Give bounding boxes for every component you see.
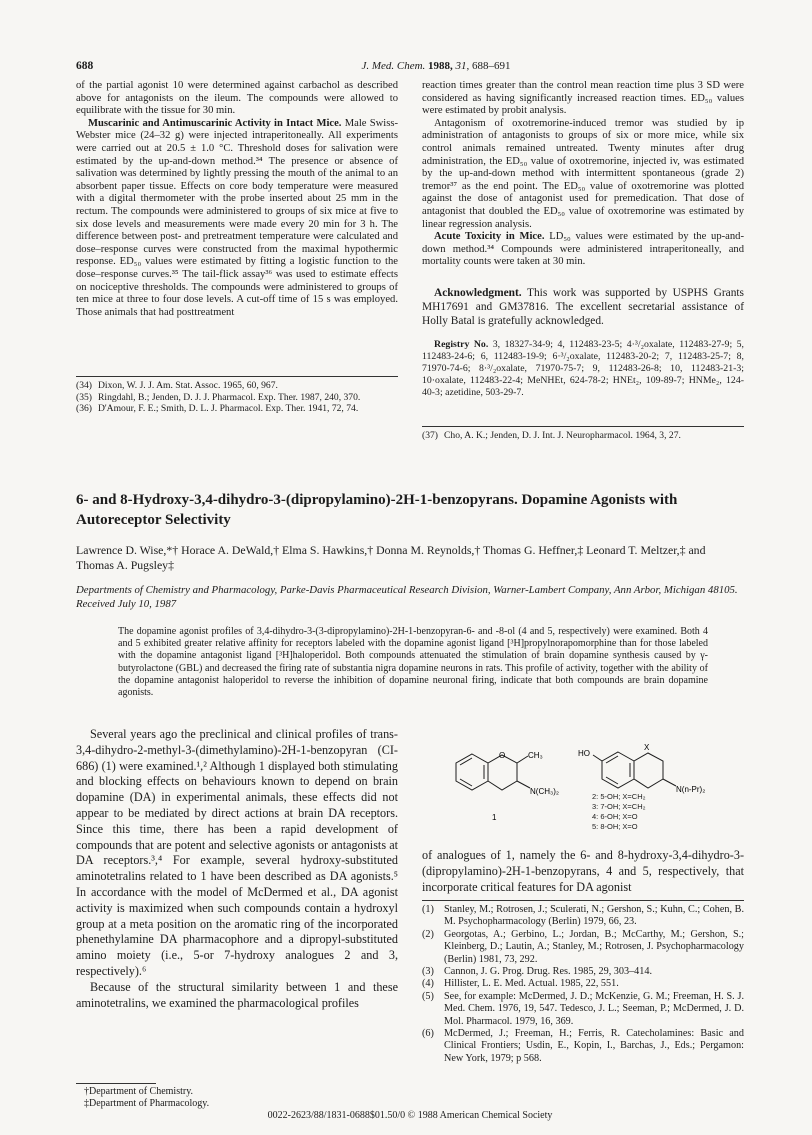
references-divider-bottom: [422, 900, 744, 901]
intro-left-column: [76, 727, 398, 1011]
intro-right-para: of analogues of 1, namely the 6- and 8-hydroxy-3,4-dihydro-3-(dipropylamino)-2H-1-benzopyrans, 4 and 5, respectively, that incorporate critical features for DA agonist: [422, 848, 744, 894]
top-left-column: [76, 80, 398, 319]
acute-toxicity-paragraph: [422, 231, 744, 269]
structure-1-bonds: [456, 754, 530, 790]
acknowledgment-body: This work was supported by USPHS Grants MH17691 and GM37816. The excellent secretarial assistance of Holly Batal is gratefully acknowledged.: [422, 287, 744, 327]
structure-2-bonds: [593, 752, 676, 788]
registry-heading: Registry No.: [434, 339, 489, 350]
structure-2-amine: N(n-Pr)₂: [676, 785, 706, 794]
registry-body: 3, 18327-34-9; 4, 112483-23-5; 4·³/₂oxalate, 112483-27-9; 5, 112483-24-6; 6, 112483-19-9; 6·³/₂oxalate, 112483-20-2; 7, 112483-25-7; 8, 71970-74-6; 8·³/₂oxalate, 71970-75-7; 9, 112483-26-8; 10, 112483-21-3; 10·oxalate, 112483-22-4; MeNHEt, 624-78-2; HNEt₂, 109-89-7; HNMe₂, 124-40-3; azetidine, 503-29-7.: [422, 339, 744, 398]
reference-6: (6) McDermed, J.; Freeman, H.; Ferris, R. Catecholamines: Basic and Clinical Frontiers; Usdin, E., Kopin, I., Barchas, J., Eds.; Pergamon: New York, 1979; p 568.: [422, 1028, 744, 1064]
bottom-references: [422, 904, 744, 1065]
legend-item-3: 3: 7-OH; X=CH₂: [592, 802, 646, 811]
top-right-column: [422, 80, 744, 269]
footnote-divider: [76, 1083, 156, 1084]
acute-toxicity-heading: Acute Toxicity in Mice.: [434, 231, 545, 243]
structure-1-number: 1: [492, 813, 497, 822]
journal-pages: 688–691: [472, 60, 511, 72]
reference-3: (3) Cannon, J. G. Prog. Drug. Res. 1985, 29, 303–414.: [422, 966, 652, 978]
structure-1-amine: N(CH₃)₂: [530, 787, 560, 796]
top-right-para-2: Antagonism of oxotremorine-induced tremor was studied by ip administration of antagonists to groups of six or more mice, while six control animals remained untreated. Twenty minutes after drug administration, the ED₅₀ value of oxotremorine, injected iv, was estimated by the up-and-down method with intermittent spontaneous (grade 2) tremor³⁷ as the end point. The ED₅₀ value of oxotremorine was plotted against the dose of antagonist used for premedication. That dose of antagonist that doubled the ED₅₀ value of oxotremorine was estimated by linear regression analysis.: [422, 117, 744, 230]
muscarinic-paragraph: [76, 118, 398, 320]
registry-numbers: [422, 339, 744, 399]
muscarinic-heading: Muscarinic and Antimuscarinic Activity in Intact Mice.: [88, 117, 342, 129]
reference-37: (37) Cho, A. K.; Jenden, D. J. Int. J. Neuropharmacol. 1964, 3, 27.: [422, 430, 681, 441]
references-divider-left: [76, 376, 398, 377]
references-divider-right: [422, 426, 744, 427]
acknowledgment: [422, 286, 744, 328]
page-number: 688: [76, 60, 94, 72]
structure-1-oxygen: O: [499, 751, 506, 760]
structure-1-methyl: CH₃: [528, 751, 543, 760]
reference-4: (4) Hillister, L. E. Med. Actual. 1985, 22, 551.: [422, 978, 619, 990]
intro-para-1: Several years ago the preclinical and clinical profiles of trans-3,4-dihydro-2-methyl-3-(dimethylamino)-2H-1-benzopyran (CI-686) (1) were examined.¹,² Although 1 displayed both stimulating and blocking effects on behaviours known to depend on brain dopamine (DA) in experimental animals, these effects did not appear to be mediated by direct actions at brain DA receptors. Since this time, there has been a rapid development of compounds that are potent and selective agonists or antagonists at DA receptors.³,⁴ For example, several hydroxy-substituted aminotetralins related to 1 have been described as DA agonists.⁵ In accordance with the model of McDermed et al., DA agonist activity is maximized when such compounds contain a hydroxyl group at a meta position on the aromatic ring of the incorporated phenethylamine DA pharmacophore and a dipropyl-substituted amino moiety (i.e., 5-or 7-hydroxy analogues 2 and 3, respectively).⁶: [76, 727, 398, 978]
reference-5: (5) See, for example: McDermed, J. D.; McKenzie, G. M.; Freeman, H. S. J. Med. Chem. 1976, 19, 547. Tedesco, J. L.; Seeman, P.; McDermed, J. D. Mol. Pharmacol. 1979, 16, 369.: [422, 990, 744, 1027]
reference-34: (34) Dixon, W. J. J. Am. Stat. Assoc. 1965, 60, 967.: [76, 380, 278, 391]
footnote-pharmacology: ‡Department of Pharmacology.: [84, 1098, 210, 1109]
article-authors: Lawrence D. Wise,*† Horace A. DeWald,† Elma S. Hawkins,† Donna M. Reynolds,† Thomas G. Heffner,‡ Leonard T. Meltzer,‡ and Thomas A. Pugsley‡: [76, 543, 706, 572]
top-left-references: [76, 380, 398, 415]
article-title: 6- and 8-Hydroxy-3,4-dihydro-3-(dipropylamino)-2H-1-benzopyrans. Dopamine Agonists with Autoreceptor Selectivity: [76, 492, 678, 528]
journal-year: 1988,: [428, 60, 453, 72]
journal-citation: [316, 60, 556, 72]
journal-name: J. Med. Chem.: [361, 60, 426, 72]
legend-item-5: 5: 8-OH; X=O: [592, 822, 638, 831]
top-right-references: [422, 430, 744, 442]
legend-item-4: 4: 6-OH; X=O: [592, 812, 638, 821]
top-left-para-1: of the partial agonist 10 were determined against carbachol as described above for antagonists on the ileum. The compounds were allowed to equilibrate with the tissue for 30 min.: [76, 80, 398, 117]
reference-36: (36) D'Amour, F. E.; Smith, D. L. J. Pharmacol. Exp. Ther. 1941, 72, 74.: [76, 403, 359, 415]
top-right-para-1: reaction times greater than the control mean reaction time plus 3 SD were considered as having significantly increased reaction times. ED₅₀ values were estimated by probit analysis.: [422, 80, 744, 117]
page-footer: 0022-2623/88/1831-0688$01.50/0 © 1988 American Chemical Society: [267, 1110, 553, 1121]
intro-para-2: Because of the structural similarity between 1 and these aminotetralins, we examined the pharmacological profiles: [76, 979, 398, 1010]
journal-volume: 31,: [455, 60, 470, 72]
legend-item-2: 2: 5-OH; X=CH₂: [592, 792, 646, 801]
structure-legend: [592, 792, 712, 832]
article-abstract: The dopamine agonist profiles of 3,4-dihydro-3-(3-dipropylamino)-2H-1-benzopyran-6- and -8-ol (4 and 5, respectively) were examined. Both 4 and 5 exhibited greater relative affinity for receptors labeled with the dopamine agonist ligand [³H]propylnorapomorphine than for those labeled with the dopamine antagonist ligand [³H]haloperidol. Both compounds attenuated the stimulation of brain dopamine synthesis caused by γ-butyrolactone (GBL) and decreased the firing rate of substantia nigra dopamine neurons in rats. This profile of activity, together with the ability of the dopamine antagonist haloperidol to reverse the inhibition of dopamine neuronal firing, indicate that both compounds are brain dopamine agonists.: [118, 626, 708, 699]
structure-2-x: X: [644, 743, 650, 752]
acknowledgment-heading: Acknowledgment.: [434, 287, 522, 299]
structure-2-hydroxy: HO: [578, 749, 590, 758]
muscarinic-body: Male Swiss-Webster mice (24–32 g) were injected intraperitoneally. All experiments were carried out at 20.5 ± 1.0 °C. Threshold doses for salivation were estimated by the up-and-down method.³⁴ The presence or absence of salivation was determined by lightly pressing the mouth of the animal to an absorbent paper tissue. Effects on core body temperature were measured with a digital thermometer with the probe inserted about 25 mm in the rectum. The compounds were administered to groups of six mice at five to six dose levels and measurements were made every 20 min for 3 h. The difference between post- and pretreatment temperature were calculated and dose–response curves were constructed from the maximal hypothermic response. ED₅₀ values were estimated by fitting a logistic function to the dose–response curves.³⁵ The tail-flick assay³⁶ was used to estimate effects on nociceptive thresholds. The compounds were administered to groups of ten mice at three to four dose levels. A cut-off time of 15 s was employed. Those animals that had posttreatment: [76, 117, 398, 318]
reference-35: (35) Ringdahl, B.; Jenden, D. J. J. Pharmacol. Exp. Ther. 1987, 240, 370.: [76, 391, 361, 403]
article-affiliation: Departments of Chemistry and Pharmacology, Parke-Davis Pharmaceutical Research Division, Warner-Lambert Company, Ann Arbor, Michigan 48105. Received July 10, 1987: [76, 584, 738, 610]
acute-toxicity-body: LD₅₀ values were estimated by the up-and-down method.³⁴ Compounds were administered intraperitoneally, and mortality counts were taken at 30 min.: [422, 231, 744, 268]
footnote-chemistry: †Department of Chemistry.: [84, 1086, 194, 1097]
reference-1: (1) Stanley, M.; Rotrosen, J.; Sculerati, N.; Gershon, S.; Kuhn, C.; Cohen, B. M. Psychopharmacology (Berlin) 1979, 66, 23.: [422, 904, 744, 928]
intro-right-column: [422, 848, 744, 895]
reference-2: (2) Georgotas, A.; Gerbino, L.; Jordan, B.; McCarthy, M.; Gershon, S.; Kleinberg, D.; Lautin, A.; Stanley, M.; Rotrosen, J. Psychopharmacology (Berlin) 1981, 73, 292.: [422, 928, 744, 965]
footnotes: [84, 1086, 384, 1110]
